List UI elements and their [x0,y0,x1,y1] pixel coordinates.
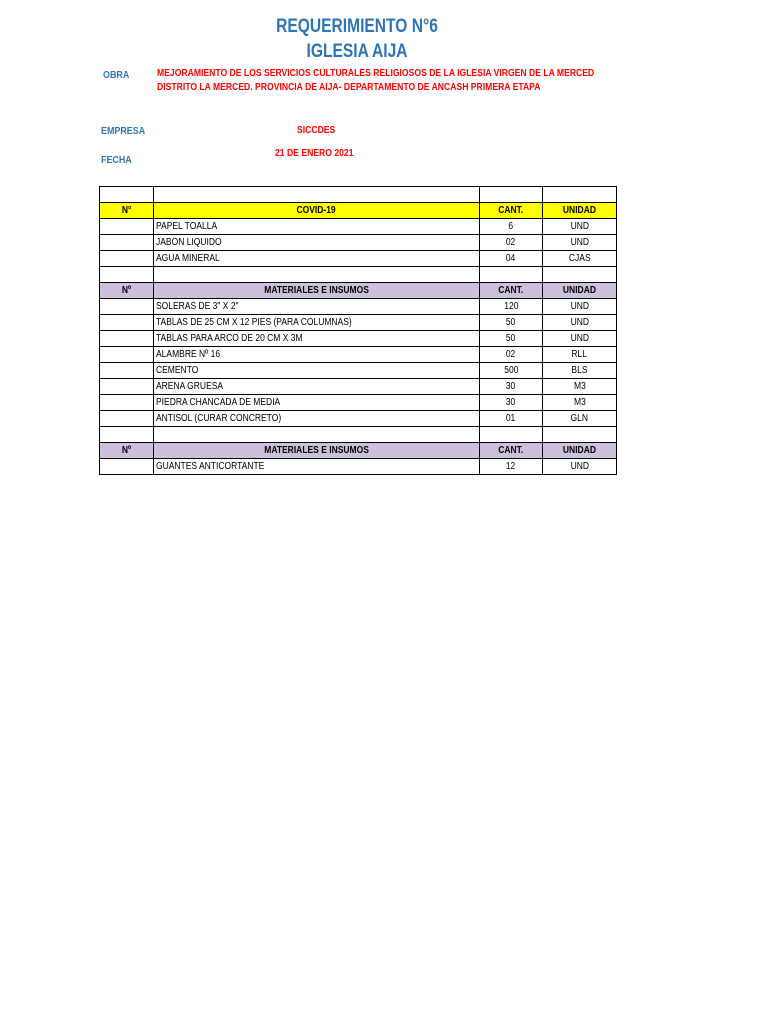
header-unit-text: UNIDAD [562,205,597,216]
blank-cell [100,427,154,443]
row-unit-text: BLS [571,365,588,376]
row-description [154,347,480,363]
row-unit [543,347,617,363]
header-unit [543,283,617,299]
row-description [154,315,480,331]
row-quantity-text: 01 [506,413,516,424]
row-unit-text: CJAS [568,253,591,264]
row-number [100,379,154,395]
row-description [154,219,480,235]
row-quantity-text: 02 [506,349,516,360]
row-number [100,219,154,235]
header-unit [543,443,617,459]
row-unit [543,219,617,235]
row-unit-text: UND [570,333,589,344]
table-row [100,347,617,363]
row-description [154,459,480,475]
header-description-text: MATERIALES E INSUMOS [264,285,369,296]
table-row [100,363,617,379]
table-row [100,219,617,235]
table-row [100,299,617,315]
row-quantity [480,235,543,251]
row-number [100,411,154,427]
header-number-text: N° [121,205,132,216]
row-unit-text: UND [570,461,589,472]
header-number-text: Nº [121,445,132,456]
blank-row [100,427,617,443]
row-number [100,363,154,379]
row-unit [543,411,617,427]
row-unit [543,299,617,315]
row-description-text: JABON LIQUIDO [156,237,222,248]
row-description-text: TABLAS DE 25 CM X 12 PIES (PARA COLUMNAS) [156,317,352,328]
row-description-text: ARENA GRUESA [156,381,224,392]
header-number [100,203,154,219]
table-row [100,411,617,427]
header-quantity [480,443,543,459]
header-number [100,443,154,459]
row-unit-text: UND [570,221,589,232]
blank-row [100,187,617,203]
table-row [100,379,617,395]
row-quantity [480,363,543,379]
row-quantity-text: 50 [506,333,516,344]
row-quantity [480,347,543,363]
row-description [154,363,480,379]
blank-row [100,267,617,283]
header-quantity [480,283,543,299]
row-description-text: ANTISOL (CURAR CONCRETO) [156,413,282,424]
section-header-row [100,283,617,299]
header-unit-text: UNIDAD [562,285,597,296]
row-number [100,347,154,363]
blank-cell [480,427,543,443]
blank-cell [543,187,617,203]
table-row [100,331,617,347]
blank-cell [480,187,543,203]
row-quantity [480,219,543,235]
row-unit-text: M3 [573,381,586,392]
row-number [100,251,154,267]
row-quantity [480,251,543,267]
fecha-label: FECHA [101,154,132,166]
header-quantity-text: CANT. [498,285,524,296]
row-unit [543,379,617,395]
row-number [100,315,154,331]
table-row [100,251,617,267]
document-title: REQUERIMIENTO N°6 [276,16,438,37]
header-description-text: MATERIALES E INSUMOS [264,445,369,456]
obra-description-line1: MEJORAMIENTO DE LOS SERVICIOS CULTURALES RELIGIOSOS DE LA IGLESIA VIRGEN DE LA MERCED [157,67,595,79]
row-quantity-text: 02 [506,237,516,248]
row-unit-text: M3 [573,397,586,408]
requirements-table-body [100,187,617,475]
row-description-text: CEMENTO [156,365,199,376]
section-header-row [100,443,617,459]
row-unit [543,251,617,267]
row-description [154,395,480,411]
blank-cell [154,267,480,283]
table-row [100,315,617,331]
blank-cell [543,267,617,283]
row-description-text: PIEDRA CHANCADA DE MEDIA [156,397,281,408]
row-quantity [480,459,543,475]
row-description-text: AGUA MINERAL [156,253,220,264]
header-quantity-text: CANT. [498,205,524,216]
row-description-text: TABLAS PARA ARCO DE 20 CM X 3M [156,333,303,344]
row-quantity-text: 04 [506,253,516,264]
obra-description-line2: DISTRITO LA MERCED. PROVINCIA DE AIJA- DEPARTAMENTO DE ANCASH PRIMERA ETAPA [157,81,541,93]
row-number [100,299,154,315]
row-quantity [480,395,543,411]
obra-label: OBRA [103,69,130,81]
row-description [154,379,480,395]
section-header-row [100,203,617,219]
header-quantity [480,203,543,219]
header-description-text: COVID-19 [296,205,337,216]
row-quantity [480,331,543,347]
row-quantity [480,299,543,315]
header-unit [543,203,617,219]
blank-cell [154,427,480,443]
header-unit-text: UNIDAD [562,445,597,456]
row-unit [543,315,617,331]
row-description [154,411,480,427]
row-unit-text: GLN [570,413,589,424]
row-unit-text: UND [570,237,589,248]
row-unit-text: UND [570,317,589,328]
blank-cell [543,427,617,443]
row-description-text: PAPEL TOALLA [156,221,218,232]
header-description [154,283,480,299]
row-unit [543,395,617,411]
row-quantity-text: 30 [506,397,516,408]
row-unit [543,363,617,379]
requirements-table [99,186,617,475]
header-description [154,443,480,459]
row-description-text: ALAMBRE Nº 16 [156,349,221,360]
row-number [100,395,154,411]
header-description [154,203,480,219]
row-quantity-text: 6 [508,221,514,232]
blank-cell [100,267,154,283]
header-quantity-text: CANT. [498,445,524,456]
fecha-value: 21 DE ENERO 2021 [275,147,354,159]
row-description [154,251,480,267]
blank-cell [154,187,480,203]
row-description-text: SOLERAS DE 3" X 2" [156,301,239,312]
document-subtitle: IGLESIA AIJA [306,41,408,62]
blank-cell [100,187,154,203]
row-quantity-text: 30 [506,381,516,392]
row-number [100,235,154,251]
row-unit [543,331,617,347]
empresa-label: EMPRESA [101,125,146,137]
table-row [100,235,617,251]
header-number [100,283,154,299]
row-quantity [480,315,543,331]
row-quantity-text: 500 [503,365,519,376]
table-row [100,459,617,475]
blank-cell [480,267,543,283]
row-quantity [480,411,543,427]
row-number [100,331,154,347]
row-description-text: GUANTES ANTICORTANTE [156,461,265,472]
row-unit-text: UND [570,301,589,312]
table-row [100,395,617,411]
row-unit-text: RLL [571,349,588,360]
header-number-text: Nº [121,285,132,296]
row-quantity-text: 120 [503,301,519,312]
row-unit [543,235,617,251]
row-quantity-text: 12 [506,461,516,472]
row-quantity-text: 50 [506,317,516,328]
row-number [100,459,154,475]
row-description [154,235,480,251]
row-quantity [480,379,543,395]
row-description [154,331,480,347]
empresa-value: SICCDES [297,124,336,136]
row-unit [543,459,617,475]
row-description [154,299,480,315]
